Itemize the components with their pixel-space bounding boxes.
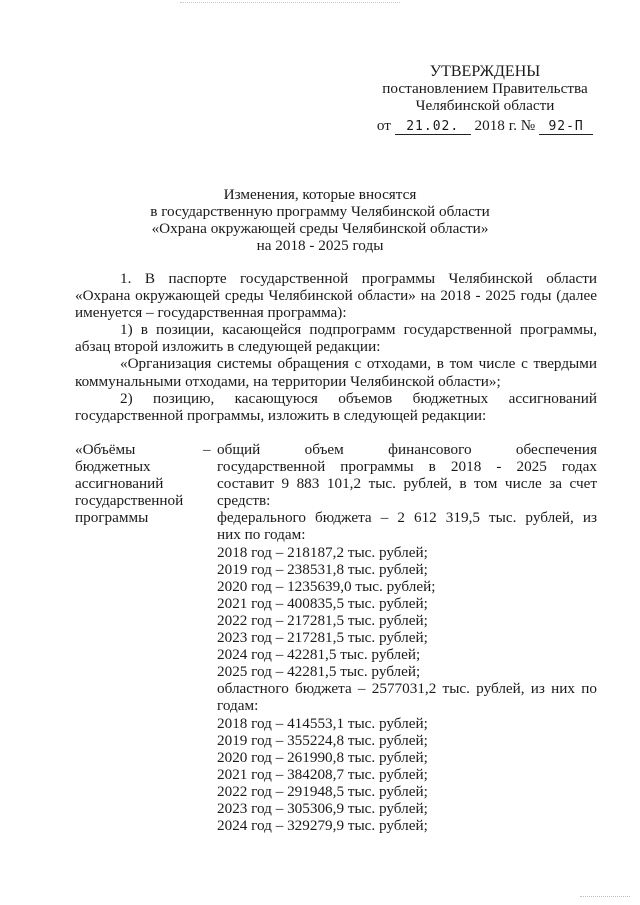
value-line: годам: <box>217 697 259 715</box>
approval-line-1: постановлением Правительства <box>382 80 588 98</box>
paragraph-4: 2) позицию, касающуюся объемов бюджетных ассигнований государственной программы, изложить в следующей редакции: <box>75 389 597 424</box>
table-label-column <box>75 441 195 526</box>
title-line-1: Изменения, которые вносятся <box>223 186 417 203</box>
federal-year-row: 2025 год – 42281,5 тыс. рублей; <box>217 663 421 681</box>
paragraph-1: 1. В паспорте государственной программы Челябинской области «Охрана окружающей среды Челябинской области» на 2018 - 2025 годы (далее именуется – государственная программа): <box>75 270 597 322</box>
value-line: государственной программы в 2018 - 2025 годах <box>217 458 597 476</box>
title-line-3: «Охрана окружающей среды Челябинской области» <box>151 220 489 238</box>
federal-year-row: 2023 год – 217281,5 тыс. рублей; <box>217 629 428 647</box>
approval-line-2: Челябинской области <box>415 97 555 115</box>
regional-year-row: 2022 год – 291948,5 тыс. рублей; <box>217 782 428 800</box>
scan-artifact <box>580 896 630 900</box>
scan-artifact <box>180 2 400 6</box>
regional-year-row: 2024 год – 329279,9 тыс. рублей; <box>217 817 428 835</box>
value-line: средств: <box>217 492 271 510</box>
table-dash: – <box>203 441 211 458</box>
regional-total: областного бюджета – 2577031,2 тыс. рублей, из них по <box>217 680 597 698</box>
federal-year-row: 2018 год – 218187,2 тыс. рублей; <box>217 543 428 561</box>
regional-year-row: 2019 год – 355224,8 тыс. рублей; <box>217 731 428 749</box>
paragraph-3: «Организация системы обращения с отходами, в том числе с твердыми коммунальными отходами, на территории Челябинской области»; <box>75 355 597 390</box>
approval-stamp <box>370 63 600 135</box>
table-value-column <box>217 441 597 834</box>
regional-year-row: 2021 год – 384208,7 тыс. рублей; <box>217 765 428 783</box>
document-body <box>75 270 597 424</box>
value-line: составит 9 883 101,2 тыс. рублей, в том числе за счет <box>217 475 597 493</box>
value-line: общий объем финансового обеспечения <box>217 441 597 458</box>
approval-year: 2018 г. № <box>474 117 536 135</box>
regional-year-row: 2023 год – 305306,9 тыс. рублей; <box>217 799 428 817</box>
federal-year-row: 2020 год – 1235639,0 тыс. рублей; <box>217 577 436 595</box>
federal-year-row: 2024 год – 42281,5 тыс. рублей; <box>217 646 421 664</box>
label-line: ассигнований <box>75 475 164 493</box>
approval-number: 92-П <box>539 120 593 135</box>
document-title <box>120 186 520 254</box>
from-label: от <box>376 117 391 135</box>
value-line: них по годам: <box>217 526 306 544</box>
federal-year-row: 2021 год – 400835,5 тыс. рублей; <box>217 594 428 612</box>
approval-date-line <box>370 117 600 135</box>
federal-year-row: 2019 год – 238531,8 тыс. рублей; <box>217 560 428 578</box>
title-line-2: в государственную программу Челябинской области <box>150 203 490 221</box>
paragraph-2: 1) в позиции, касающейся подпрограмм государственной программы, абзац второй изложить в следующей редакции: <box>75 321 597 356</box>
regional-year-row: 2018 год – 414553,1 тыс. рублей; <box>217 714 428 732</box>
label-line: «Объёмы <box>75 441 136 458</box>
approval-title: УТВЕРЖДЕНЫ <box>429 63 541 80</box>
title-line-4: на 2018 - 2025 годы <box>256 237 384 255</box>
federal-year-row: 2022 год – 217281,5 тыс. рублей; <box>217 611 428 629</box>
label-line: государственной <box>75 492 184 510</box>
label-line: программы <box>75 509 149 527</box>
approval-date: 21.02. <box>395 120 471 135</box>
regional-year-row: 2020 год – 261990,8 тыс. рублей; <box>217 748 428 766</box>
federal-total: федерального бюджета – 2 612 319,5 тыс. рублей, из <box>217 509 597 527</box>
label-line: бюджетных <box>75 458 151 476</box>
